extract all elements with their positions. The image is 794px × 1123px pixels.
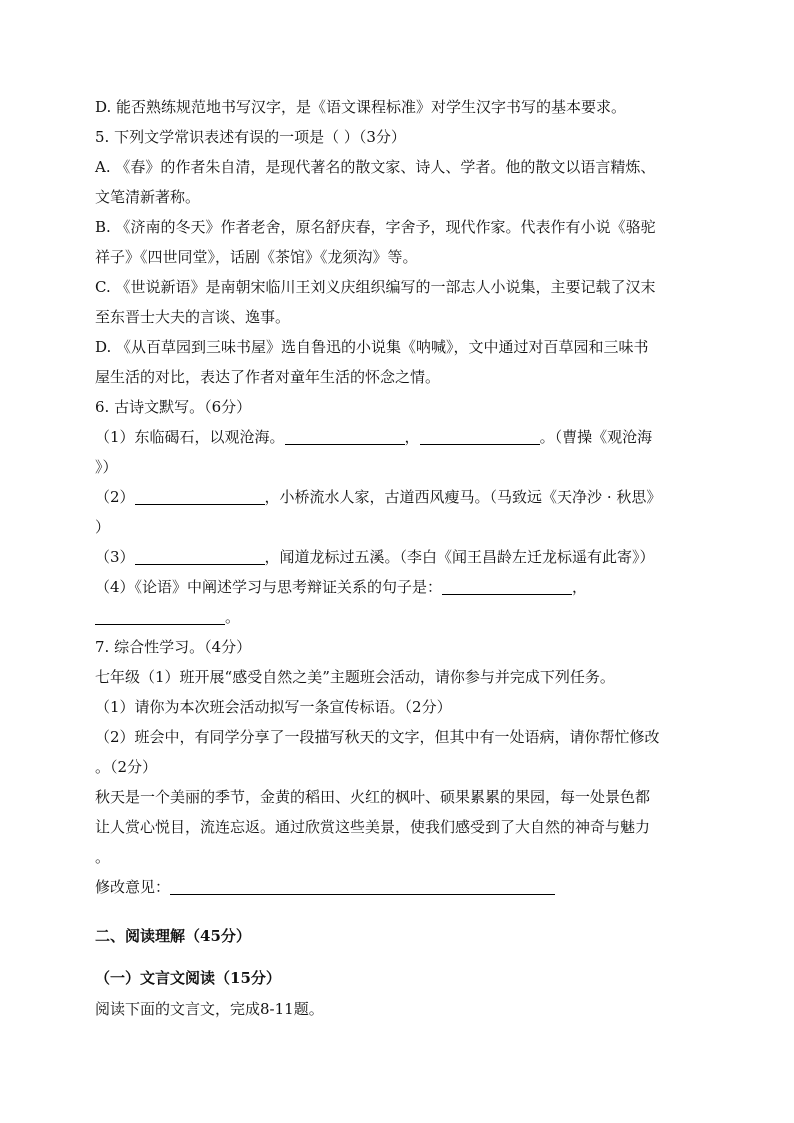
answer-blank[interactable] [442, 578, 572, 595]
revision-blank[interactable] [170, 878, 555, 895]
q7-stem: 7. 综合性学习。（4分） [95, 638, 252, 656]
answer-blank[interactable] [135, 548, 265, 565]
q5-option-d-line2: 屋生活的对比，表达了作者对童年生活的怀念之情。 [95, 368, 441, 386]
q7-intro: 七年级（1）班开展“感受自然之美”主题班会活动，请你参与并完成下列任务。 [95, 668, 615, 686]
answer-blank[interactable] [95, 608, 225, 625]
answer-blank[interactable] [135, 488, 265, 505]
q5-option-b-line2: 祥子》《四世同堂》，话剧《茶馆》《龙须沟》等。 [95, 248, 418, 266]
q6-item2-cont: ） [95, 518, 111, 536]
q7-task2-line2: 。（2分） [95, 758, 158, 776]
subsection-heading: （一）文言文阅读（15分） [95, 969, 281, 987]
q5-option-c-line2: 至东晋士大夫的言谈、逸事。 [95, 308, 291, 326]
q5-option-a-line2: 文笔清新著称。 [95, 188, 201, 206]
q5-option-c-line1: C. 《世说新语》是南朝宋临川王刘义庆组织编写的一部志人小说集，主要记载了汉末 [95, 278, 656, 296]
q6-item2: （2） ，小桥流水人家，古道西风瘦马。（马致远《天净沙 · 秋思》 [95, 488, 662, 506]
q6-item4: （4）《论语》中阐述学习与思考辩证关系的句子是： ， [95, 578, 588, 596]
q5-stem: 5. 下列文学常识表述有误的一项是（ ）（3分） [95, 128, 406, 146]
q5-option-b-line1: B. 《济南的冬天》作者老舍，原名舒庆春，字舍予，现代作家。代表作有小说《骆驼 [95, 218, 656, 236]
q7-task2-line1: （2）班会中，有同学分享了一段描写秋天的文字，但其中有一处语病，请你帮忙修改 [95, 728, 660, 746]
answer-blank[interactable] [285, 428, 405, 445]
passage-line1: 秋天是一个美丽的季节，金黄的稻田、火红的枫叶、硕果累累的果园，每一处景色都 [95, 788, 651, 806]
reading-instruction: 阅读下面的文言文，完成8-11题。 [95, 1000, 324, 1018]
question-content [95, 92, 705, 1024]
q4-option-d: D. 能否熟练规范地书写汉字，是《语文课程标准》对学生汉字书写的基本要求。 [95, 98, 627, 116]
revision-line: 修改意见： [95, 872, 705, 902]
q6-item3: （3） ，闻道龙标过五溪。（李白《闻王昌龄左迁龙标遥有此寄》） [95, 548, 655, 566]
passage-line2: 让人赏心悦目，流连忘返。通过欣赏这些美景，使我们感受到了大自然的神奇与魅力 [95, 818, 651, 836]
section-heading: 二、阅读理解（45分） [95, 927, 251, 945]
q6-stem: 6. 古诗文默写。（6分） [95, 398, 252, 416]
q6-item1: （1）东临碣石，以观沧海。 ， 。（曹操《观沧海 [95, 428, 653, 446]
q5-option-a-line1: A. 《春》的作者朱自清，是现代著名的散文家、诗人、学者。他的散文以语言精炼、 [95, 158, 656, 176]
q6-item1-cont: 》） [95, 458, 118, 476]
passage-line3: 。 [95, 848, 111, 866]
q5-option-d-line1: D. 《从百草园到三味书屋》选自鲁迅的小说集《呐喊》，文中通过对百草园和三味书 [95, 338, 649, 356]
q6-item4-cont: 。 [95, 602, 705, 632]
q7-task1: （1）请你为本次班会活动拟写一条宣传标语。（2分） [95, 698, 452, 716]
answer-blank[interactable] [420, 428, 540, 445]
